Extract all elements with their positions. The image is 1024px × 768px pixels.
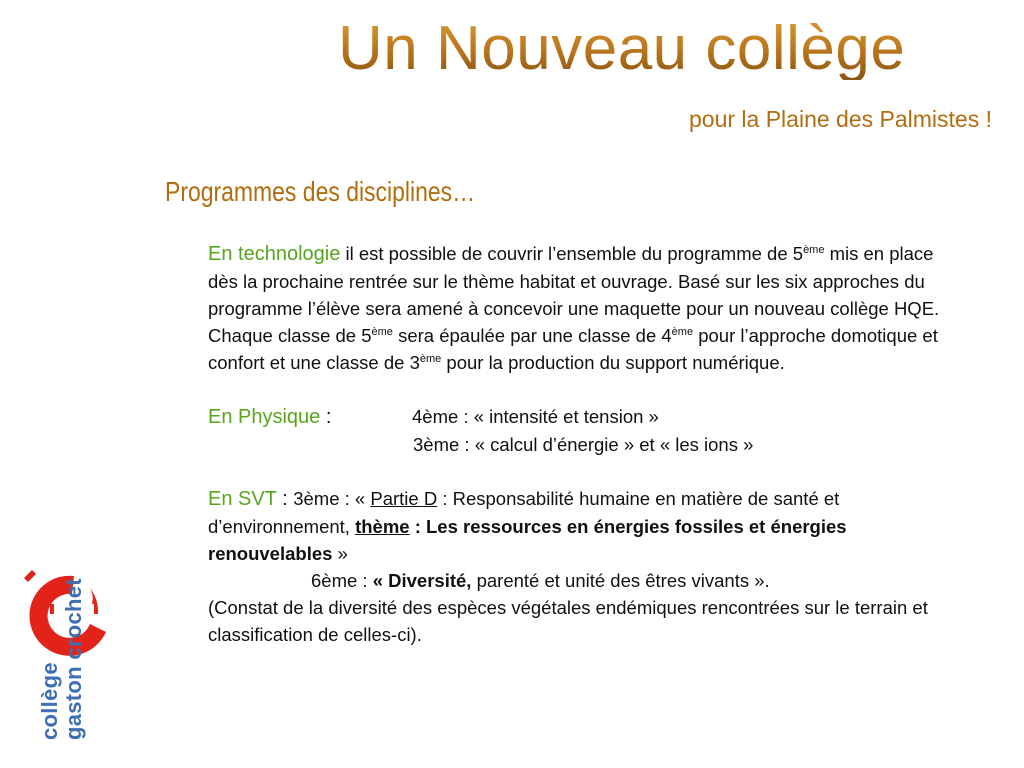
svt-text-2: : Responsabilité humaine en matière de santé et d’environnement, (208, 488, 840, 537)
svt-close-quote: » (332, 543, 348, 564)
svt-text-1: 3ème : « (293, 488, 371, 509)
physique-3eme: 3ème : « calcul d’énergie » et « les ions » (413, 434, 754, 455)
svt-line-6eme (208, 567, 948, 594)
college-logo-text (38, 578, 86, 740)
svt-bold-text: : Les ressources en énergies fossiles et énergies renouvelables (208, 516, 847, 564)
physique-line-1 (208, 403, 948, 431)
technologie-text-1: il est possible de couvrir l’ensemble du programme de 5 (340, 243, 804, 264)
technologie-text-5: pour la production du support numérique. (441, 352, 785, 373)
physique-line-2 (208, 431, 948, 458)
technologie-lead: En technologie (208, 243, 341, 265)
svt-partie-d: Partie D (370, 488, 438, 509)
physique-4eme: 4ème : « intensité et tension » (412, 406, 659, 427)
college-logo (10, 558, 120, 748)
slide-title: Un Nouveau collège (338, 14, 906, 83)
physique-colon: : (320, 406, 332, 428)
physique-lead: En Physique (208, 406, 321, 428)
technologie-sup-4: ème (419, 353, 442, 365)
technologie-sup-2: ème (371, 326, 393, 338)
technologie-sup-3: ème (671, 326, 694, 338)
slide-body (208, 240, 948, 648)
svt-6eme-prefix: 6ème : (311, 570, 373, 591)
technologie-text-2: mis en place dès la prochaine rentrée sur le thème habitat et ouvrage. Basé sur les six approches du programme l’élève sera amené à concevoir une maquette pour un nouveau collège HQE. Chaque classe de 5 (208, 243, 940, 346)
slide-subtitle: pour la Plaine des Palmistes ! (689, 106, 992, 132)
svt-lead: En SVT (208, 488, 277, 510)
svt-6eme-rest: parenté et unité des êtres vivants ». (471, 570, 770, 591)
college-logo-line-1: collège (37, 662, 62, 740)
svt-6eme-quote: « (372, 570, 389, 591)
section-heading: Programmes des disciplines… (165, 176, 476, 207)
technologie-text-3: sera épaulée par une classe de 4 (392, 325, 672, 346)
technologie-paragraph (208, 240, 948, 376)
svt-6eme-bold: Diversité, (388, 570, 472, 591)
svt-paragraph (208, 485, 948, 567)
svt-constat: (Constat de la diversité des espèces végétales endémiques rencontrées sur le terrain et classification de celles-ci). (208, 597, 928, 645)
technologie-sup-1: ème (803, 244, 825, 256)
college-logo-line-2: gaston crochet (61, 578, 86, 740)
technologie-text-4: pour l’approche domotique et confort et une classe de 3 (208, 325, 938, 373)
svt-colon: : (276, 488, 294, 510)
svt-theme-word: thème (355, 516, 410, 537)
